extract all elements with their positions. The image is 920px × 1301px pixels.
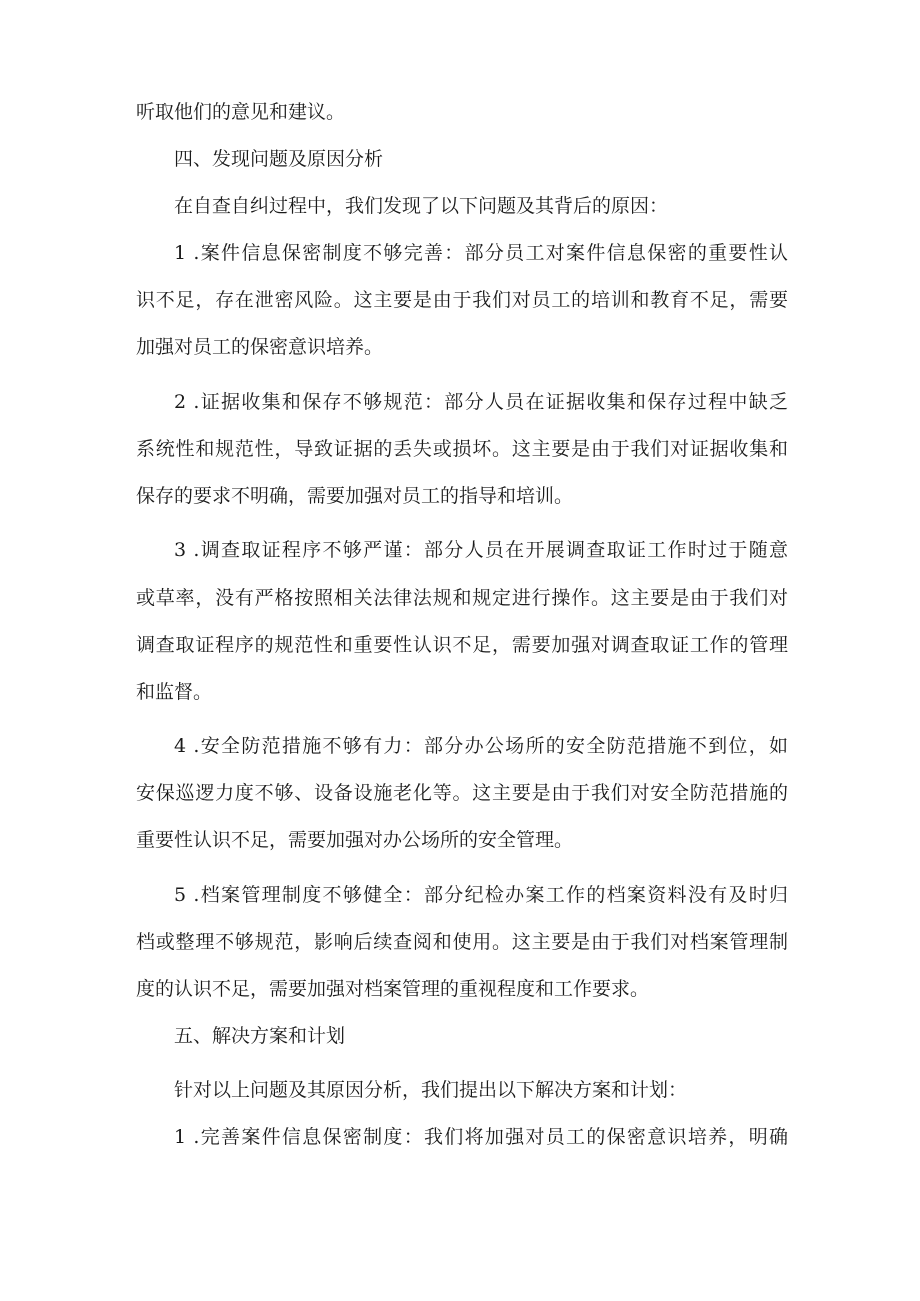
paragraph-line: 和监督。	[136, 681, 213, 703]
paragraph-line: 针对以上问题及其原因分析，我们提出以下解决方案和计划：	[174, 1079, 688, 1101]
paragraph-line: 或草率，没有严格按照相关法律法规和规定进行操作。这主要是由于我们对	[136, 587, 788, 609]
paragraph-line: 听取他们的意见和建议。	[136, 101, 346, 123]
paragraph-line: 加强对员工的保密意识培养。	[136, 336, 384, 358]
list-item-line: 4 .安全防范措施不够有力：部分办公场所的安全防范措施不到位，如	[174, 735, 788, 757]
list-item-line: 5 .档案管理制度不够健全：部分纪检办案工作的档案资料没有及时归	[174, 884, 788, 906]
paragraph-line: 安保巡逻力度不够、设备设施老化等。这主要是由于我们对安全防范措施的	[136, 782, 788, 804]
paragraph-line: 识不足，存在泄密风险。这主要是由于我们对员工的培训和教育不足，需要	[136, 289, 788, 311]
section-heading: 五、解决方案和计划	[174, 1025, 346, 1047]
paragraph-line: 在自查自纠过程中，我们发现了以下问题及其背后的原因：	[174, 195, 669, 217]
section-heading: 四、发现问题及原因分析	[174, 148, 384, 170]
paragraph-line: 重要性认识不足，需要加强对办公场所的安全管理。	[136, 829, 574, 851]
list-item-line: 1 .案件信息保密制度不够完善：部分员工对案件信息保密的重要性认	[174, 242, 788, 264]
paragraph-line: 度的认识不足，需要加强对档案管理的重视程度和工作要求。	[136, 978, 650, 1000]
list-item-line: 1 .完善案件信息保密制度：我们将加强对员工的保密意识培养，明确	[174, 1126, 788, 1148]
paragraph-line: 档或整理不够规范，影响后续查阅和使用。这主要是由于我们对档案管理制	[136, 931, 788, 953]
paragraph-line: 调查取证程序的规范性和重要性认识不足，需要加强对调查取证工作的管理	[136, 634, 788, 656]
paragraph-line: 保存的要求不明确，需要加强对员工的指导和培训。	[136, 485, 574, 507]
list-item-line: 3 .调查取证程序不够严谨：部分人员在开展调查取证工作时过于随意	[174, 539, 788, 561]
list-item-line: 2 .证据收集和保存不够规范：部分人员在证据收集和保存过程中缺乏	[174, 391, 788, 413]
paragraph-line: 系统性和规范性，导致证据的丢失或损坏。这主要是由于我们对证据收集和	[136, 438, 788, 460]
